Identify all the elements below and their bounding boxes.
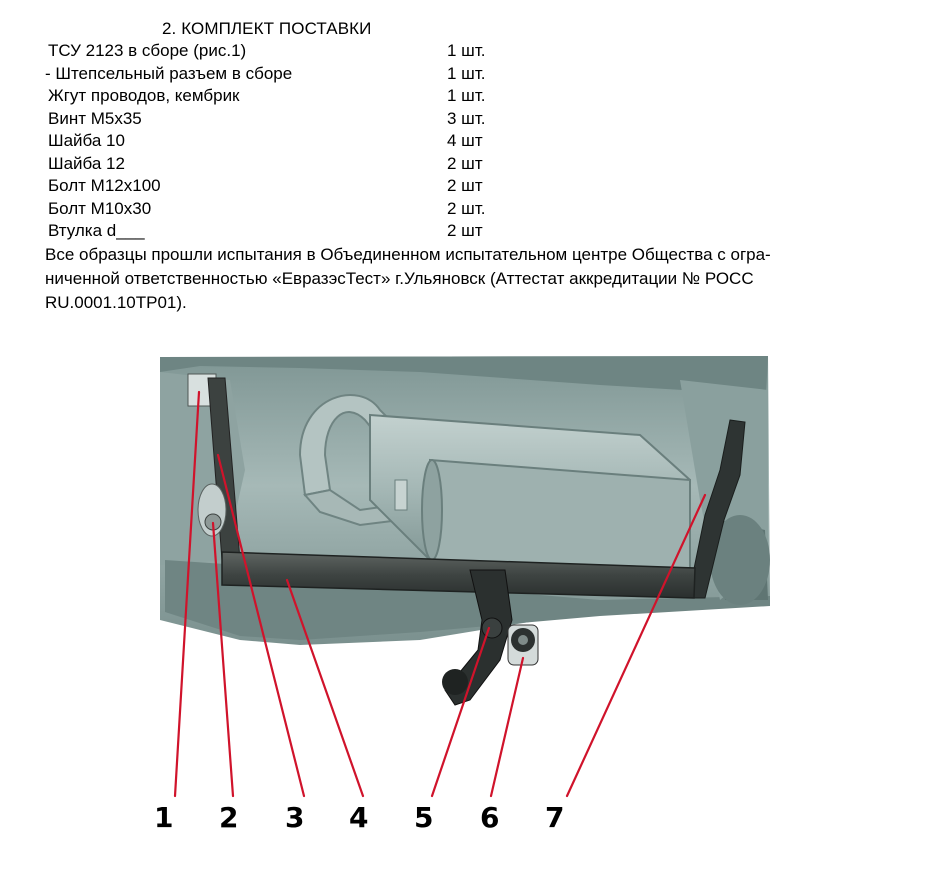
certification-note	[45, 243, 925, 315]
item-qty: 1 шт.	[447, 86, 486, 105]
item-name: Винт М5х35	[48, 108, 142, 128]
callout-label: 2	[219, 801, 239, 834]
item-qty: 1 шт.	[447, 63, 486, 83]
muffler	[370, 415, 690, 570]
item-name: Болт М12х100	[48, 176, 161, 195]
item-qty: 4 шт	[447, 131, 483, 150]
callout-label: 5	[414, 801, 434, 834]
item-name: Шайба 10	[48, 131, 125, 150]
item-name: Болт М10х30	[48, 198, 152, 218]
callout-label: 3	[285, 801, 305, 834]
list-item	[48, 108, 508, 131]
list-item	[48, 130, 508, 153]
note-line: Все образцы прошли испытания в Объединенном испытательном центре Общества с огра-	[45, 245, 771, 264]
item-qty: 2 шт	[447, 153, 483, 173]
leader-line-5	[432, 628, 489, 796]
list-item	[45, 63, 508, 86]
item-name: Жгут проводов, кембрик	[48, 86, 240, 105]
item-name: Втулка d___	[48, 221, 145, 240]
list-item	[48, 40, 508, 63]
callout-label: 1	[154, 801, 174, 834]
item-name: Шайба 12	[48, 153, 125, 173]
callout-label: 4	[349, 801, 369, 834]
list-item	[48, 153, 508, 176]
item-qty: 1 шт.	[447, 41, 486, 60]
note-line: ниченной ответственностью «ЕвразэсТест» г.Ульяновск (Аттестат аккредитации № РОСС	[45, 269, 754, 288]
item-qty: 2 шт	[447, 176, 483, 195]
callout-label: 6	[480, 801, 500, 834]
list-item	[48, 220, 508, 243]
towbar-installation-figure	[0, 352, 946, 892]
leader-line-6	[491, 658, 523, 796]
supply-list	[45, 40, 508, 243]
item-name: - Штепсельный разъем в сборе	[45, 63, 293, 83]
callout-label: 7	[545, 801, 565, 834]
list-item	[48, 85, 508, 108]
item-qty: 2 шт.	[447, 198, 486, 218]
list-item	[48, 175, 508, 198]
item-qty: 3 шт.	[447, 108, 486, 128]
list-item	[48, 198, 508, 221]
item-name: ТСУ 2123 в сборе (рис.1)	[48, 41, 247, 60]
section-heading: 2. КОМПЛЕКТ ПОСТАВКИ	[162, 19, 372, 38]
item-qty: 2 шт	[447, 221, 483, 240]
note-line: RU.0001.10ТР01).	[45, 293, 187, 312]
